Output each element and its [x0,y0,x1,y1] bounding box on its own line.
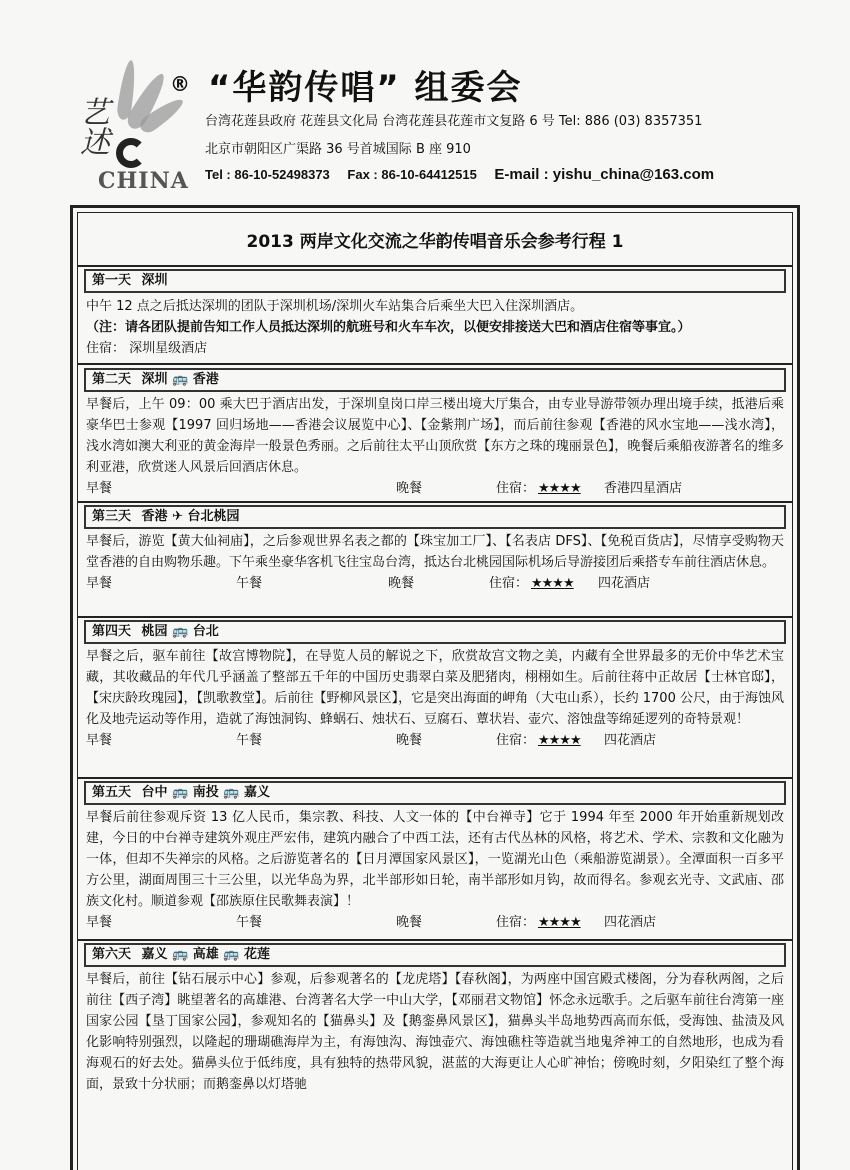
day-text: 早餐后前往参观斥资 13 亿人民币，集宗教、科技、人文一体的【中台禅寺】它于 1994 年至 2000 年开始重新规划改建，今日的中台禅寺建筑外观庄严宏伟，建筑内融合了中西工法，还有古代丛林的风格，将艺术、学术、宗教和文化融为一体，但却不失禅宗的风格。之后游览著名的【日月潭国家风景区】，一览湖光山色（乘船游览湖景）。全潭面积一百多平方公里，湖面周围三十三公里，以光华岛为界，北半部形如日轮，南半部形如月钩，故而得名。参观玄光寺、文武庙、邵族文化村。顺道参观【邵族原住民歌舞表演】！ [86,810,784,909]
day-1-header [84,269,786,293]
hotel-name: 四花酒店 [604,733,657,748]
day-4-header [84,620,786,644]
hotel-name: 四花酒店 [604,915,657,930]
org-title: “华韵传唱” 组委会 [208,68,523,108]
day-route: 台中 🚌 南投 🚌 嘉义 [141,785,271,800]
day-2-body [86,394,784,499]
divider [78,616,792,618]
stay-label: 住宿： [496,915,536,930]
day-route: 深圳 🚌 香港 [141,372,219,387]
meal-dinner: 晚餐 [396,915,423,930]
hotel-name: 香港四星酒店 [604,481,683,496]
logo-text: CHINA [98,168,189,194]
day-6-body [86,969,784,1095]
logo-chars: 艺述 [74,96,109,156]
meal-breakfast: 早餐 [86,915,113,930]
divider [78,265,792,267]
header-contacts [205,166,714,183]
meal-breakfast: 早餐 [86,733,113,748]
meal-lunch: 午餐 [236,915,263,930]
star-rating: ★★★★ [538,481,581,496]
header-fax: Fax : 86-10-64412515 [347,167,477,182]
meal-row [86,478,784,499]
day-route: 桃园 🚌 台北 [141,624,219,639]
star-rating: ★★★★ [538,915,581,930]
day-label: 第五天 [92,785,132,800]
registered-mark: ® [170,72,190,96]
day-label: 第一天 [92,273,132,288]
meal-row [86,573,784,594]
day-label: 第四天 [92,624,132,639]
header-email: E-mail : yishu_china@163.com [494,166,715,183]
star-rating: ★★★★ [531,576,574,591]
day-3-header [84,505,786,529]
day-text: 早餐后，上午 09：00 乘大巴于酒店出发，于深圳皇岗口岸三楼出境大厅集合，由专业导游带领办理出境手续，抵港后乘豪华巴士参观【1997 回归场地——香港会议展览中心】、【金紫荆广场】，而后前往参观【香港的风水宝地——浅水湾】，浅水湾如澳大利亚的黄金海岸一般景色秀丽。之后前往太平山顶欣赏【东方之珠的瑰丽景色】，晚餐后乘船夜游著名的维多利亚港，欣赏迷人风景后回酒店休息。 [86,397,784,475]
day-6-header [84,943,786,967]
divider [78,939,792,941]
meal-row [86,912,784,933]
day-stay: 住宿： 深圳星级酒店 [86,341,208,356]
day-4-body [86,646,784,751]
stay-label: 住宿： [496,481,536,496]
day-2-header [84,368,786,392]
meal-breakfast: 早餐 [86,481,113,496]
meal-dinner: 晚餐 [396,481,423,496]
meal-lunch: 午餐 [236,733,263,748]
day-5-header [84,781,786,805]
meal-dinner: 晚餐 [396,733,423,748]
day-3-body [86,531,784,594]
logo-ring-icon [116,138,146,168]
header-beijing-address: 北京市朝阳区广渠路 36 号首城国际 B 座 910 [205,142,471,157]
meal-dinner: 晚餐 [388,576,415,591]
itinerary-frame [70,205,800,1170]
hotel-name: 四花酒店 [598,576,651,591]
logo [58,60,188,195]
day-route: 嘉义 🚌 高雄 🚌 花莲 [141,947,271,962]
day-text: 早餐之后，驱车前往【故宫博物院】，在导览人员的解说之下，欣赏故宫文物之美，内藏有全世界最多的无价中华艺术宝藏，其收藏品的年代几乎涵盖了整部五千年的中国历史翡翠白菜及肥猪肉，栩栩如生。后前往蒋中正故居【士林官邸】，【宋庆龄玫瑰园】，【凯歌教堂】。后前往【野柳风景区】，它是突出海面的岬角（大屯山系），长约 1700 公尺，由于海蚀风化及地壳运动等作用，造就了海蚀洞钩、蜂蜗石、烛状石、豆腐石、蕈状岩、壶穴、溶蚀盘等绵延逻列的奇特景观！ [86,649,784,727]
itinerary-inner [77,212,793,1170]
document-title: 2013 两岸文化交流之华韵传唱音乐会参考行程 1 [246,232,624,252]
header-address-line: 台湾花莲县政府 花莲县文化局 台湾花莲县花莲市文复路 6 号 Tel: 886 (03) 8357351 [205,114,703,129]
divider [78,363,792,365]
divider [78,777,792,779]
meal-row [86,730,784,751]
day-text: 早餐后，游览【黄大仙祠庙】，之后参观世界名表之都的【珠宝加工厂】、【名表店 DFS】、【免税百货店】，尽情享受购物天堂香港的自由购物乐趣。下午乘坐豪华客机飞往宝岛台湾，抵达台北桃园国际机场后导游接团后乘搭专车前往酒店休息。 [86,534,784,570]
divider [78,501,792,503]
day-route: 香港 ✈ 台北桃园 [141,509,240,524]
day-label: 第三天 [92,509,132,524]
meal-breakfast: 早餐 [86,576,113,591]
stay-label: 住宿： [489,576,529,591]
day-text: 中午 12 点之后抵达深圳的团队于深圳机场/深圳火车站集合后乘坐大巴入住深圳酒店。 [86,299,584,314]
day-5-body [86,807,784,933]
meal-lunch: 午餐 [236,576,263,591]
day-label: 第六天 [92,947,132,962]
header-tel: Tel : 86-10-52498373 [205,167,330,182]
stay-label: 住宿： [496,733,536,748]
day-1-body [86,296,784,359]
day-note: （注：请各团队提前告知工作人员抵达深圳的航班号和火车车次，以便安排接送大巴和酒店住宿等事宜。） [86,320,691,335]
day-route: 深圳 [141,273,168,288]
star-rating: ★★★★ [538,733,581,748]
day-label: 第二天 [92,372,132,387]
day-text: 早餐后，前往【钻石展示中心】参观，后参观著名的【龙虎塔】【春秋阁】，为两座中国宫殿式楼阁，分为春秋两阁，之后前往【西子湾】眺望著名的高雄港、台湾著名大学一中山大学，【邓丽君文物馆】怀念永远歌手。之后驱车前往台湾第一座国家公园【垦丁国家公园】，参观知名的【猫鼻头】及【鹅銮鼻风景区】，猫鼻头半岛地势西高而东低，受海蚀、盐渍及风化影响特别强烈，以隆起的珊瑚礁海岸为主，有海蚀沟、海蚀壶穴、海蚀礁柱等造就当地鬼斧神工的自然地形，也成为看海观石的好去处。猫鼻头位于低纬度，具有独特的热带风貌，湛蓝的大海更让人心旷神怡；傍晚时刻，夕阳染红了整个海面，景致十分状丽；而鹅銮鼻以灯塔驰 [86,972,784,1092]
